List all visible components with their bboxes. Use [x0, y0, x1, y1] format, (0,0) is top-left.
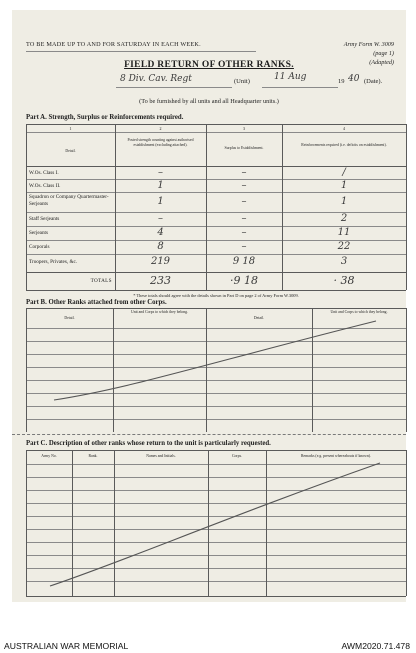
col-number: 4 [343, 126, 345, 131]
reinforcements-value: 2 [340, 213, 348, 224]
row-label: Corporals [29, 244, 50, 250]
row-label: Serjeants [29, 230, 49, 236]
reinforcements-value: 11 [337, 227, 351, 238]
posted-value: – [158, 213, 163, 224]
total-posted: 233 [150, 274, 171, 287]
instruction-line: TO BE MADE UP TO AND FOR SATURDAY IN EACH WEEK. [26, 41, 201, 48]
surplus-value: 9 18 [232, 256, 256, 267]
col-header-rank: Rank. [88, 454, 98, 458]
part-a-title: Part A. Strength, Surplus or Reinforcements required. [26, 114, 184, 121]
surplus-value: – [241, 213, 247, 224]
date-year-prefix: 19 [338, 78, 345, 85]
col-header-unit-corps: Unit and Corps to which they belong. [130, 310, 189, 314]
col-header-names: Names and Initials. [146, 454, 176, 458]
surplus-value: – [241, 241, 247, 252]
totals-label: TOTALS [90, 278, 112, 284]
surplus-value: – [241, 167, 247, 178]
col-header-reinforcements: Reinforcements required (i.e. deficits on establishment). [301, 143, 387, 147]
form-adapted: (Adapted) [369, 59, 394, 66]
part-c-title: Part C. Description of other ranks whose return to the unit is particularly requested. [26, 440, 271, 447]
date-day-month: 11 Aug [274, 72, 307, 82]
posted-value: 4 [157, 227, 164, 238]
posted-value: 1 [157, 196, 164, 207]
reinforcements-value: 3 [340, 256, 348, 267]
total-reinforcements: · 38 [333, 274, 355, 287]
reinforcements-value: 1 [340, 180, 348, 191]
col-header-posted: Posted strength counting against authorised establishment (excluding attached). [127, 138, 194, 147]
surplus-value: – [241, 196, 247, 207]
row-label: Troopers, Privates, &c. [29, 259, 78, 265]
form-title: FIELD RETURN OF OTHER RANKS. [124, 60, 294, 70]
col-header-remarks: Remarks (e.g. present whereabouts if known). [300, 454, 371, 458]
form-page: (page 1) [373, 50, 394, 57]
posted-value: – [158, 167, 163, 178]
posted-value: 1 [157, 180, 164, 191]
reinforcements-value: / [342, 167, 346, 178]
date-label: (Date). [364, 78, 383, 85]
reinforcements-value: 1 [340, 196, 348, 207]
footer-credit: AUSTRALIAN WAR MEMORIAL [4, 641, 129, 651]
form-sheet [12, 10, 406, 602]
totals-note: * These totals should agree with the details shown in Part D on page 2 of Army Form W.3009. [133, 293, 299, 298]
surplus-value: – [241, 227, 247, 238]
col-number: 3 [243, 126, 245, 131]
col-header-detail: Detail. [253, 316, 265, 320]
reinforcements-value: 22 [337, 241, 351, 252]
col-header-army-no: Army No. [41, 454, 57, 458]
col-header-unit-corps: Unit and Corps to which they belong. [330, 310, 388, 314]
part-b-title: Part B. Other Ranks attached from other Corps. [26, 299, 167, 306]
date-year: 40 [348, 74, 360, 84]
row-label: W.Os. Class I. [29, 170, 59, 176]
surplus-value: – [241, 180, 247, 191]
row-label: Staff Serjeants [29, 216, 60, 222]
posted-value: 219 [150, 256, 171, 267]
row-label: W.Os. Class II. [29, 183, 61, 189]
footer-accession-number: AWM2020.71.478 [341, 641, 410, 651]
unit-value: 8 Div. Cav. Regt [120, 74, 192, 84]
furnish-note: (To be furnished by all units and all Headquarter units.) [139, 98, 279, 105]
form-number: Army Form W. 3009 [343, 41, 394, 48]
unit-label: (Unit) [234, 78, 250, 85]
col-header-detail: Detail. [65, 149, 76, 153]
col-header-detail: Detail. [64, 316, 75, 320]
col-number: 1 [69, 126, 72, 131]
part-c-strike-line [12, 10, 406, 602]
col-header-surplus: Surplus to Establishment. [224, 146, 264, 150]
posted-value: 8 [157, 241, 164, 252]
col-header-corps: Corps. [231, 454, 243, 458]
row-label: Squadron or Company Quartermaster-Serjeants [29, 194, 109, 207]
col-number: 2 [159, 126, 162, 131]
total-surplus: ·9 18 [230, 274, 258, 287]
